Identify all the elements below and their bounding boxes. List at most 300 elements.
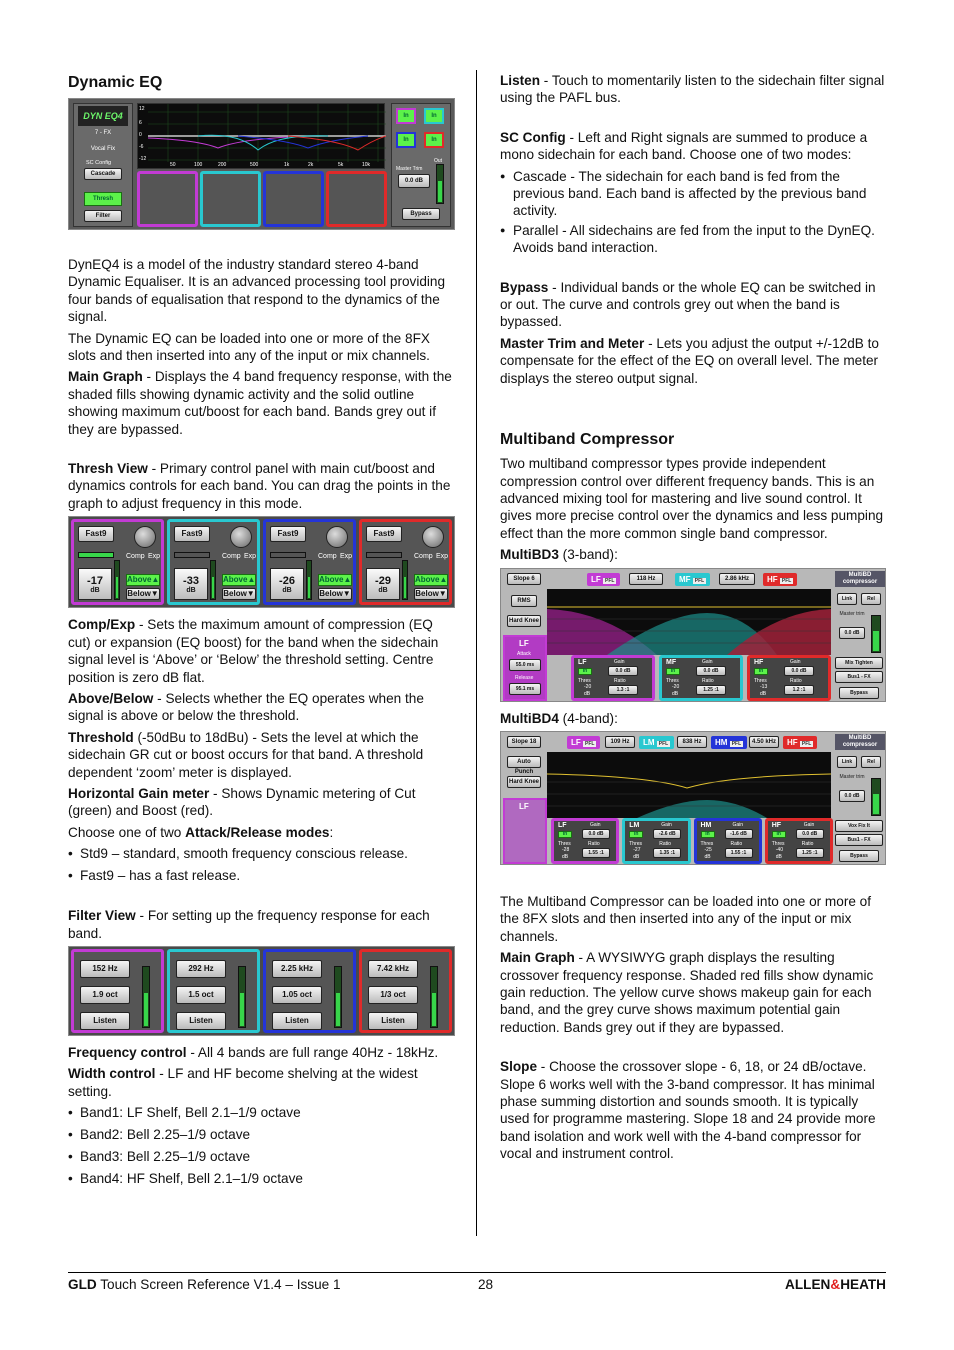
graph-xtick: 500	[250, 162, 259, 168]
master-trim-text: - Lets you adjust the output +/-12dB to compensate for the effect of the EQ on overall level. The meter displays the stereo output signal.	[500, 335, 879, 386]
graph-ytick: -6	[139, 144, 144, 150]
bypass-para	[500, 279, 888, 331]
mode-button[interactable]: Fast9	[366, 526, 402, 542]
listen-button[interactable]: Listen	[272, 1012, 322, 1030]
sc-config-para	[500, 129, 888, 164]
mbd3-band-strip	[571, 655, 831, 701]
band-tag-hf[interactable]	[763, 573, 797, 586]
list-item: ● Cascade - The sidechain for each band is fed from the previous band. Each band is affected by the previous band activity.	[500, 168, 888, 220]
db-label: dB	[672, 690, 679, 697]
ratio-value[interactable]: 1.55 :1	[582, 848, 610, 858]
master-trim-para	[500, 335, 888, 387]
filter-view-term: Filter View	[68, 908, 136, 924]
db-label: dB	[584, 690, 591, 697]
output-meter	[436, 164, 444, 204]
gain-meter-bar	[174, 552, 210, 558]
mbd3-band-lf[interactable]	[571, 655, 655, 701]
in-button[interactable]: In	[772, 831, 786, 838]
gain-value[interactable]: -1.6 dB	[725, 829, 753, 839]
column-divider	[476, 70, 477, 1236]
threshold-number: -26	[279, 575, 295, 588]
band-tag-lf[interactable]	[587, 573, 620, 586]
rms-button[interactable]: RMS	[511, 595, 537, 607]
ratio-label: Ratio	[702, 677, 714, 684]
threshold-unit: dB	[186, 587, 196, 595]
width-control[interactable]: 1.05 oct	[272, 986, 322, 1004]
filter-band-hm[interactable]	[263, 949, 356, 1033]
threshold-term: Threshold	[68, 729, 134, 745]
ratio-label: Ratio	[588, 840, 600, 847]
sc-config-text: - Left and Right signals are summed to produce a mono sidechain for each band. Choose one of two modes:	[500, 129, 868, 163]
band-name: LF	[571, 737, 581, 747]
gain-value[interactable]: 0.0 dB	[796, 829, 824, 839]
gain-label: Gain	[732, 821, 744, 828]
freq-control-term: Frequency control	[68, 1044, 187, 1060]
mbd3-band-mf[interactable]	[659, 655, 743, 701]
band-name: MF	[666, 658, 677, 666]
ratio-value[interactable]: 1.35 :1	[653, 848, 681, 858]
gain-meter-text: - Shows Dynamic metering of Cut (green) and Boost (red).	[68, 785, 416, 819]
dyneq-band-hf[interactable]	[326, 171, 387, 227]
band-name: LF	[578, 658, 587, 666]
comp-exp-knob[interactable]	[326, 526, 348, 548]
bypass-button[interactable]: Bypass	[839, 687, 879, 699]
thres-value: -40	[775, 846, 783, 853]
in-button[interactable]: In	[701, 831, 715, 838]
exp-label: Exp	[436, 553, 449, 561]
thres-value: -27	[633, 846, 641, 853]
mode-button[interactable]: Fast9	[78, 526, 114, 542]
db-label: dB	[775, 853, 782, 860]
mbd3-caption	[500, 546, 888, 563]
list-item: • Std9 – standard, smooth frequency conscious release.	[68, 845, 456, 862]
master-trim-label: Master trim	[839, 610, 865, 617]
above-below-text: - Selects whether the EQ operates when the signal is above or below the threshold.	[68, 690, 424, 724]
comp-exp-knob[interactable]	[422, 526, 444, 548]
mbd4-band-lm[interactable]	[622, 818, 690, 864]
footer-title	[68, 1277, 341, 1292]
slope-text: - Choose the crossover slope - 6, 18, or 24 dB/octave. Slope 6 works well with the 3-band compressor. It has minimal phase summing distortion and sounds smooth. It is typically used for programme mastering. Slope 18 and 24 provide more band isolation and work well with the 4-band compressor for vocal and instrument control.	[500, 1059, 876, 1162]
in-button-hm[interactable]: In	[396, 132, 416, 148]
comp-exp-text: - Sets the maximum amount of compression (EQ cut) or expansion (EQ boost) for the band when the sidechain signal level is ‘Above’ or ‘Below’ the threshold setting. Centre position is zero dB flat.	[68, 617, 439, 685]
width-control-text: - LF and HF become shelving at the widest setting.	[68, 1066, 418, 1099]
below-button[interactable]: Below▼	[415, 589, 447, 599]
pfl-label: PFL	[585, 740, 595, 747]
dyneq-side-panel	[73, 103, 133, 227]
release-label: Release	[515, 674, 534, 681]
filter-view-text: - For setting up the frequency response for each band.	[68, 908, 430, 941]
slot-name[interactable]: Bus1 - FX	[835, 834, 883, 846]
attack-value[interactable]: 55.0 ms	[509, 659, 541, 671]
db-label: dB	[760, 690, 767, 697]
link-button[interactable]: Link	[837, 593, 857, 605]
mbd4-band-hm[interactable]	[694, 818, 762, 864]
master-trim-value[interactable]: 0.0 dB	[839, 627, 865, 639]
graph-ytick: 6	[139, 120, 142, 126]
listen-term: Listen	[500, 73, 541, 88]
master-trim-value[interactable]: 0.0 dB	[839, 790, 865, 802]
in-button[interactable]: In	[578, 668, 592, 675]
main-graph-para	[68, 368, 456, 438]
dyneq-band-lm[interactable]	[200, 171, 261, 227]
gain-meter-bar	[78, 552, 114, 558]
bypass-button[interactable]: Bypass	[402, 208, 440, 220]
band-name: MF	[679, 574, 691, 584]
output-meter	[871, 615, 881, 653]
gain-value[interactable]: 0.0 dB	[608, 666, 638, 676]
above-button[interactable]: Above▲	[127, 575, 160, 585]
slope-button[interactable]: Slope 6	[507, 573, 541, 585]
ratio-label: Ratio	[659, 840, 671, 847]
footer-product: GLD	[68, 1277, 97, 1292]
link-button[interactable]: Link	[837, 756, 857, 768]
band-name: HF	[787, 737, 798, 747]
release-value[interactable]: 95.1 ms	[509, 683, 541, 695]
right-column	[500, 70, 888, 1167]
listen-button[interactable]: Listen	[176, 1012, 226, 1030]
graph-xtick: 5k	[338, 162, 344, 168]
main-graph-term: Main Graph	[68, 369, 143, 385]
band-name: LF	[558, 821, 567, 829]
threshold-unit: dB	[378, 587, 388, 595]
above-button[interactable]: Above▲	[223, 575, 256, 585]
width-control-term: Width control	[68, 1066, 156, 1082]
mbd4-band-hf[interactable]	[765, 818, 833, 864]
thres-value: -20	[672, 683, 680, 690]
pfl-label: PFL	[605, 577, 615, 584]
band-name: LM	[629, 821, 640, 829]
slope-button[interactable]: Slope 18	[507, 736, 541, 748]
band-tag-lf[interactable]	[567, 736, 600, 749]
pfl-label: PFL	[731, 740, 742, 747]
listen-text: - Touch to momentarily listen to the sidechain filter signal using the PAFL bus.	[500, 73, 885, 106]
filter-band-row	[69, 947, 454, 1035]
graph-xtick: 200	[218, 162, 227, 168]
crossover-hm-hf[interactable]: 4.50 kHz	[749, 736, 779, 748]
threshold-number: -33	[183, 575, 199, 588]
modes-pre: Choose one of two	[68, 824, 186, 840]
dyneq-main-graph	[137, 103, 385, 169]
threshold-unit: dB	[90, 587, 100, 595]
gain-label: Gain	[614, 658, 625, 665]
mb-main-graph-term: Main Graph	[500, 950, 575, 966]
below-button[interactable]: Below▼	[319, 589, 351, 599]
above-button[interactable]: Above▲	[415, 575, 448, 585]
master-trim-term: Master Trim and Meter	[500, 335, 645, 351]
mbd3-logo: MultiBD compressor	[835, 571, 885, 587]
filter-band-lf[interactable]	[71, 949, 164, 1033]
listen-button[interactable]: Listen	[368, 1012, 418, 1030]
frequency-control[interactable]: 292 Hz	[176, 960, 226, 978]
preset-name[interactable]: Vox Fix It	[835, 820, 883, 832]
threshold-meter	[402, 560, 408, 600]
threshold-meter	[306, 560, 312, 600]
frequency-control[interactable]: 152 Hz	[80, 960, 130, 978]
thresh-band-hm[interactable]	[263, 519, 356, 605]
brand-logo	[785, 1277, 886, 1292]
mbd3-term: MultiBD3	[500, 547, 559, 563]
master-trim-label: Master trim	[839, 773, 865, 780]
threshold-value[interactable]	[366, 568, 400, 600]
comp-label: Comp	[318, 553, 337, 561]
graph-xtick: 2k	[308, 162, 314, 168]
band-name: HM	[700, 821, 712, 829]
modes-term: Attack/Release modes	[185, 824, 330, 840]
comp-label: Comp	[414, 553, 433, 561]
mbd3-text: (3-band):	[558, 547, 618, 563]
ratio-value[interactable]: 1.3 :1	[608, 685, 638, 695]
brand-a: ALLEN	[785, 1277, 831, 1292]
mbd4-caption	[500, 710, 888, 727]
main-graph-text: - Displays the 4 band frequency response, with the shaded fills showing dynamic activity and the solid outline showing maximum cut/boost for each band. Bands grey out if they are bypassed.	[68, 369, 452, 437]
filter-band-hf[interactable]	[359, 949, 452, 1033]
knee-button[interactable]: Hard Knee	[507, 776, 541, 788]
thresh-band-row	[69, 517, 454, 607]
multiband-heading: Multiband Compressor	[500, 431, 675, 449]
thres-label: Thres	[771, 840, 785, 847]
gain-label: Gain	[702, 658, 713, 665]
gain-label: Gain	[590, 821, 601, 828]
pfl-label: PFL	[694, 577, 705, 584]
crossover-lm-hm[interactable]: 838 Hz	[677, 736, 707, 748]
rel-button[interactable]: Rel	[861, 593, 881, 605]
graph-xtick: 100	[194, 162, 203, 168]
band-tag-mf[interactable]	[675, 573, 710, 586]
thresh-view-term: Thresh View	[68, 461, 148, 477]
thresh-view-button[interactable]: Thresh	[84, 192, 122, 206]
threshold-number: -17	[87, 575, 103, 588]
above-below-term: Above/Below	[68, 690, 154, 706]
bypass-term: Bypass	[500, 279, 549, 295]
thresh-band-lf[interactable]	[71, 519, 164, 605]
slot-name[interactable]: Bus1 - FX	[835, 671, 883, 683]
filter-meter	[334, 966, 342, 1028]
footer-doc-title: Touch Screen Reference V1.4 – Issue 1	[96, 1277, 341, 1292]
listen-para	[500, 72, 888, 107]
band-name: HF	[767, 574, 778, 584]
gain-label: Gain	[790, 658, 801, 665]
thres-value: -28	[562, 846, 570, 853]
comp-exp-para	[68, 616, 456, 686]
ratio-value[interactable]: 1.25 :1	[696, 685, 726, 695]
mode-button[interactable]: Fast9	[174, 526, 210, 542]
pfl-label: PFL	[658, 740, 669, 747]
mbd4-screenshot	[500, 731, 886, 865]
width-control[interactable]: 1.9 oct	[80, 986, 130, 1004]
below-button[interactable]: Below▼	[223, 589, 255, 599]
thresh-view-text: - Primary control panel with main cut/boost and dynamics controls for each band. You can drag the points in the graph to adjust frequency in this mode.	[68, 461, 451, 511]
db-label: dB	[704, 853, 711, 860]
out-label: Out	[434, 158, 443, 164]
gain-value[interactable]: 0.0 dB	[696, 666, 726, 676]
band-name: HF	[771, 821, 782, 829]
master-trim-value[interactable]: 0.0 dB	[398, 174, 430, 188]
comp-exp-knob[interactable]	[134, 526, 156, 548]
filter-band-lm[interactable]	[167, 949, 260, 1033]
mbd3-right-panel	[835, 571, 885, 701]
in-button-hf[interactable]: In	[424, 132, 444, 148]
width-control[interactable]: 1/3 oct	[368, 986, 418, 1004]
comp-exp-term: Comp/Exp	[68, 617, 136, 633]
ratio-label: Ratio	[801, 840, 814, 847]
rel-button[interactable]: Rel	[861, 756, 881, 768]
mbd4-right-panel	[835, 734, 885, 864]
in-button-lm[interactable]: In	[424, 108, 444, 124]
threshold-para	[68, 729, 456, 781]
db-label: dB	[633, 853, 640, 860]
mbd4-band-lf[interactable]	[551, 818, 619, 864]
list-item: • Fast9 – has a fast release.	[68, 867, 456, 884]
threshold-value[interactable]	[270, 568, 304, 600]
threshold-meter	[114, 560, 120, 600]
sc-config-label: SC Config	[86, 160, 112, 166]
in-button[interactable]: In	[754, 668, 768, 675]
thres-value: -13	[760, 683, 768, 690]
thresh-band-hf[interactable]	[359, 519, 452, 605]
modes-list	[68, 845, 456, 884]
thres-value: -20	[584, 683, 592, 690]
pfl-label: PFL	[801, 740, 812, 747]
mbd3-graph	[547, 589, 831, 655]
mbd4-text: (4-band):	[558, 710, 618, 726]
band-name: HF	[754, 658, 764, 666]
gain-meter-bar	[366, 552, 402, 558]
list-item: ● Parallel - All sidechains are fed from the input to the DynEQ. Avoids band interaction.	[500, 222, 888, 257]
dyneq-intro-2: The Dynamic EQ can be loaded into one or more of the 8FX slots and then inserted into any of the input or mix channels.	[68, 330, 430, 364]
master-trim-label: Master Trim	[396, 166, 423, 172]
band-name: LF	[591, 574, 601, 584]
freq-control-para	[68, 1044, 456, 1061]
dyneq-preset: Vocal Fix	[90, 146, 116, 152]
below-button[interactable]: Below▼	[127, 589, 159, 599]
dyneq-band-lf[interactable]	[137, 171, 198, 227]
filter-meter	[430, 966, 438, 1028]
dynamic-eq-heading: Dynamic EQ	[68, 74, 163, 91]
ratio-value[interactable]: 1.2 :1	[784, 685, 814, 695]
in-button[interactable]: In	[666, 668, 680, 675]
mbd3-band-hf[interactable]	[747, 655, 831, 701]
mbd4-term: MultiBD4	[500, 710, 559, 726]
gain-label: Gain	[661, 821, 672, 828]
gain-label: Gain	[803, 821, 815, 828]
knee-button[interactable]: Hard Knee	[507, 615, 541, 627]
multiband-intro: Two multiband compressor types provide independent compression control over different frequency bands. This is an advanced mixing tool for mastering and live sound control. It gives more precise control over the dynamics and less pumping effect than the more common single band compressor.	[500, 456, 884, 541]
gain-value[interactable]: 0.0 dB	[784, 666, 814, 676]
frequency-control[interactable]: 2.25 kHz	[272, 960, 322, 978]
bypass-button[interactable]: Bypass	[839, 850, 879, 862]
gain-meter-term: Horizontal Gain meter	[68, 785, 210, 801]
thres-label: Thres	[578, 677, 591, 684]
filter-meter	[238, 966, 246, 1028]
band-list	[68, 1104, 456, 1187]
ratio-value[interactable]: 1.55 :1	[725, 848, 753, 858]
mode-button[interactable]: Fast9	[270, 526, 306, 542]
ratio-label: Ratio	[730, 840, 743, 847]
thres-label: Thres	[558, 840, 571, 847]
band-tag-lm[interactable]	[639, 736, 674, 749]
brand-amp: &	[830, 1277, 841, 1292]
list-item: • Band1: LF Shelf, Bell 2.1–1/9 octave	[68, 1104, 456, 1121]
list-item: • Band3: Bell 2.25–1/9 octave	[68, 1148, 456, 1165]
gain-meter-bar	[270, 552, 306, 558]
gain-value[interactable]: 0.0 dB	[582, 829, 610, 839]
graph-ytick: 0	[139, 132, 142, 138]
comp-label: Comp	[126, 553, 145, 561]
in-button[interactable]: In	[558, 831, 572, 838]
mbd4-lf-panel	[503, 798, 547, 864]
dyneq-intro-1: DynEQ4 is a model of the industry standard stereo 4-band Dynamic Equaliser. It is an advanced processing tool providing four bands of equalisation that respond to the dynamics of the signal.	[68, 257, 446, 325]
list-item: • Band2: Bell 2.25–1/9 octave	[68, 1126, 456, 1143]
dyneq-slot: 7 - FX	[94, 130, 112, 136]
gain-value[interactable]: -2.6 dB	[653, 829, 681, 839]
mb-main-graph-text: - A WYSIWYG graph displays the resulting crossover frequency response. Shaded red fills show dynamic gain reduction. The yellow curve shows makeup gain for each band, and the grey curve shows maximum potential gain reduction. Bands grey out if they are bypassed.	[500, 950, 874, 1035]
threshold-value[interactable]	[174, 568, 208, 600]
filter-view-para	[68, 907, 456, 942]
brand-b: HEATH	[840, 1277, 886, 1292]
thresh-band-lm[interactable]	[167, 519, 260, 605]
dyneq-band-hm[interactable]	[263, 171, 324, 227]
graph-xtick: 1k	[284, 162, 290, 168]
band-tag-hm[interactable]	[711, 736, 747, 749]
filter-view-screenshot	[68, 946, 455, 1036]
mbd4-graph	[547, 752, 831, 818]
threshold-value[interactable]	[78, 568, 112, 600]
page-number: 28	[478, 1277, 494, 1292]
in-button-lf[interactable]: In	[396, 108, 416, 124]
bypass-text: - Individual bands or the whole EQ can be switched in or out. The curve and controls grey out when the band is bypassed.	[500, 279, 876, 330]
above-below-para	[68, 690, 456, 725]
graph-ytick: 12	[139, 106, 145, 112]
list-item: • Band4: HF Shelf, Bell 2.1–1/9 octave	[68, 1170, 456, 1187]
band-tag-hf[interactable]	[783, 736, 817, 749]
ratio-value[interactable]: 1.25 :1	[796, 848, 824, 858]
thres-label: Thres	[700, 840, 714, 847]
above-button[interactable]: Above▲	[319, 575, 352, 585]
width-control[interactable]: 1.5 oct	[176, 986, 226, 1004]
mbd3-graph-svg	[547, 589, 831, 655]
in-button[interactable]: In	[629, 831, 643, 838]
listen-button[interactable]: Listen	[80, 1012, 130, 1030]
sc-config-term: SC Config	[500, 129, 566, 145]
mbd3-screenshot	[500, 568, 886, 702]
sc-config-list	[500, 168, 888, 257]
db-label: dB	[562, 853, 569, 860]
thres-label: Thres	[629, 840, 643, 847]
sc-config-button[interactable]: Cascade	[84, 168, 122, 180]
modes-para	[68, 824, 456, 841]
crossover-lf-lm[interactable]: 109 Hz	[605, 736, 635, 748]
slope-para	[500, 1058, 888, 1162]
preset-name[interactable]: Mix Tighten	[835, 657, 883, 669]
frequency-control[interactable]: 7.42 kHz	[368, 960, 418, 978]
thres-label: Thres	[754, 677, 767, 684]
crossover-mf-hf[interactable]: 2.86 kHz	[719, 573, 755, 585]
graph-ytick: -12	[139, 156, 147, 162]
thresh-view-screenshot	[68, 516, 455, 608]
exp-label: Exp	[340, 553, 353, 561]
dyneq-graph-svg	[138, 104, 386, 170]
filter-view-button[interactable]: Filter	[84, 210, 122, 222]
attack-label: Attack	[517, 650, 531, 657]
band-name: HM	[715, 737, 728, 747]
width-control-para	[68, 1065, 456, 1100]
slope-term: Slope	[500, 1059, 538, 1075]
auto-punch-button[interactable]: Auto Punch	[507, 756, 541, 768]
crossover-lf-mf[interactable]: 118 Hz	[629, 573, 663, 585]
dyneq-screenshot	[68, 98, 455, 230]
ratio-label: Ratio	[790, 677, 802, 684]
comp-exp-knob[interactable]	[230, 526, 252, 548]
